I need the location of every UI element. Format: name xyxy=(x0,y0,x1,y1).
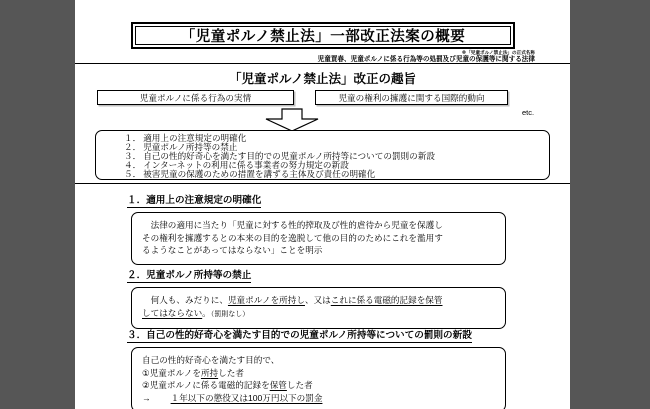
section-3 xyxy=(75,325,570,409)
section-1-title: １．適用上の注意規定の明確化 xyxy=(127,192,261,208)
section-3-item-2-suffix: した者 xyxy=(286,380,313,390)
list-item-label: 児童ポルノ所持等の禁止 xyxy=(143,142,238,153)
section-1-line-3: るようなことがあってはならない」ことを明示 xyxy=(142,245,323,255)
section-3-penalty: １年以下の懲役又は100万円以下の罰金 xyxy=(170,392,323,403)
section-3-penalty-line xyxy=(142,392,495,405)
section-3-item-1-prefix: ①児童ポルノを xyxy=(142,367,201,378)
list-item-number: ３． xyxy=(124,151,142,162)
purpose-block xyxy=(75,63,570,184)
page-title: 「児童ポルノ禁止法」一部改正法案の概要 xyxy=(180,29,466,45)
official-note-line-2: 児童買春、児童ポルノに係る行為等の処罰及び児童の保護等に関する法律 xyxy=(317,56,535,63)
section-3-item-2-underline: 保管 xyxy=(269,380,287,390)
amendment-points-list xyxy=(96,134,549,179)
title-banner-inner xyxy=(135,26,511,45)
right-arrow-icon: → xyxy=(142,392,151,403)
document-title-banner xyxy=(131,22,515,49)
list-item-label: インターネットの利用に係る事業者の努力規定の新設 xyxy=(143,160,349,171)
amendment-points-box xyxy=(95,130,550,180)
section-3-item-2-prefix: ②児童ポルノに係る電磁的記録を xyxy=(142,380,270,390)
section-1 xyxy=(75,190,570,265)
official-note-line-1: ※「児童ポルノ禁止法」の正式名称 xyxy=(461,50,535,55)
purpose-heading: 「児童ポルノ禁止法」改正の趣旨 xyxy=(228,72,416,86)
section-2-line-1 xyxy=(142,294,495,307)
etc-label: etc. xyxy=(522,108,535,117)
list-item-number: １． xyxy=(124,133,142,143)
section-3-item-1-suffix: した者 xyxy=(218,367,244,378)
section-1-body xyxy=(131,212,506,265)
section-2-note: （罰則なし） xyxy=(210,310,250,318)
section-3-item-1-underline: 所持 xyxy=(200,367,219,378)
section-1-line-2: その権利を擁護するとの本来の目的を逸脱して他の目的のためにこれを濫用す xyxy=(142,232,443,243)
section-2-title: ２．児童ポルノ所持等の禁止 xyxy=(127,267,251,283)
section-2-mid: 、又は xyxy=(304,295,331,305)
section-2-underline-2: これに係る電磁的記録を保管 xyxy=(330,295,443,305)
section-3-body xyxy=(131,347,506,409)
section-2-suffix: 。 xyxy=(202,307,211,318)
list-item-label: 被害児童の保護のための措置を講ずる主体及び責任の明確化 xyxy=(143,169,376,180)
section-2-line-2 xyxy=(142,307,495,322)
factor-box-actual-situation: 児童ポルノに係る行為の実情 xyxy=(97,90,294,105)
section-3-item-1 xyxy=(142,367,495,380)
document-page xyxy=(75,0,570,409)
down-block-arrow-icon xyxy=(260,108,324,132)
list-item-number: ４． xyxy=(124,160,142,171)
factor-box-international-trend: 児童の権利の擁護に関する国際的動向 xyxy=(315,90,508,105)
list-item-label: 自己の性的好奇心を満たす目的での児童ポルノ所持等についての罰則の新設 xyxy=(143,151,435,162)
list-item xyxy=(124,170,549,179)
section-3-item-2 xyxy=(142,379,495,392)
section-2-underline-3: してはならない xyxy=(142,307,203,318)
section-3-line-1: 自己の性的好奇心を満たす目的で、 xyxy=(142,355,280,365)
list-item-number: ２． xyxy=(124,142,142,153)
section-2-prefix: 何人も、みだりに、 xyxy=(142,295,228,305)
section-2-underline-1: 児童ポルノを所持し xyxy=(227,295,305,305)
section-1-line-1: 法律の適用に当たり「児童に対する性的搾取及び性的虐待から児童を保護し xyxy=(142,220,443,230)
list-item-number: ５． xyxy=(124,169,142,180)
section-3-title: ３．自己の性的好奇心を満たす目的での児童ポルノ所持等についての罰則の新設 xyxy=(127,327,472,343)
section-2-body xyxy=(131,287,506,329)
section-2 xyxy=(75,265,570,329)
list-item-label: 適用上の注意規定の明確化 xyxy=(143,133,247,143)
